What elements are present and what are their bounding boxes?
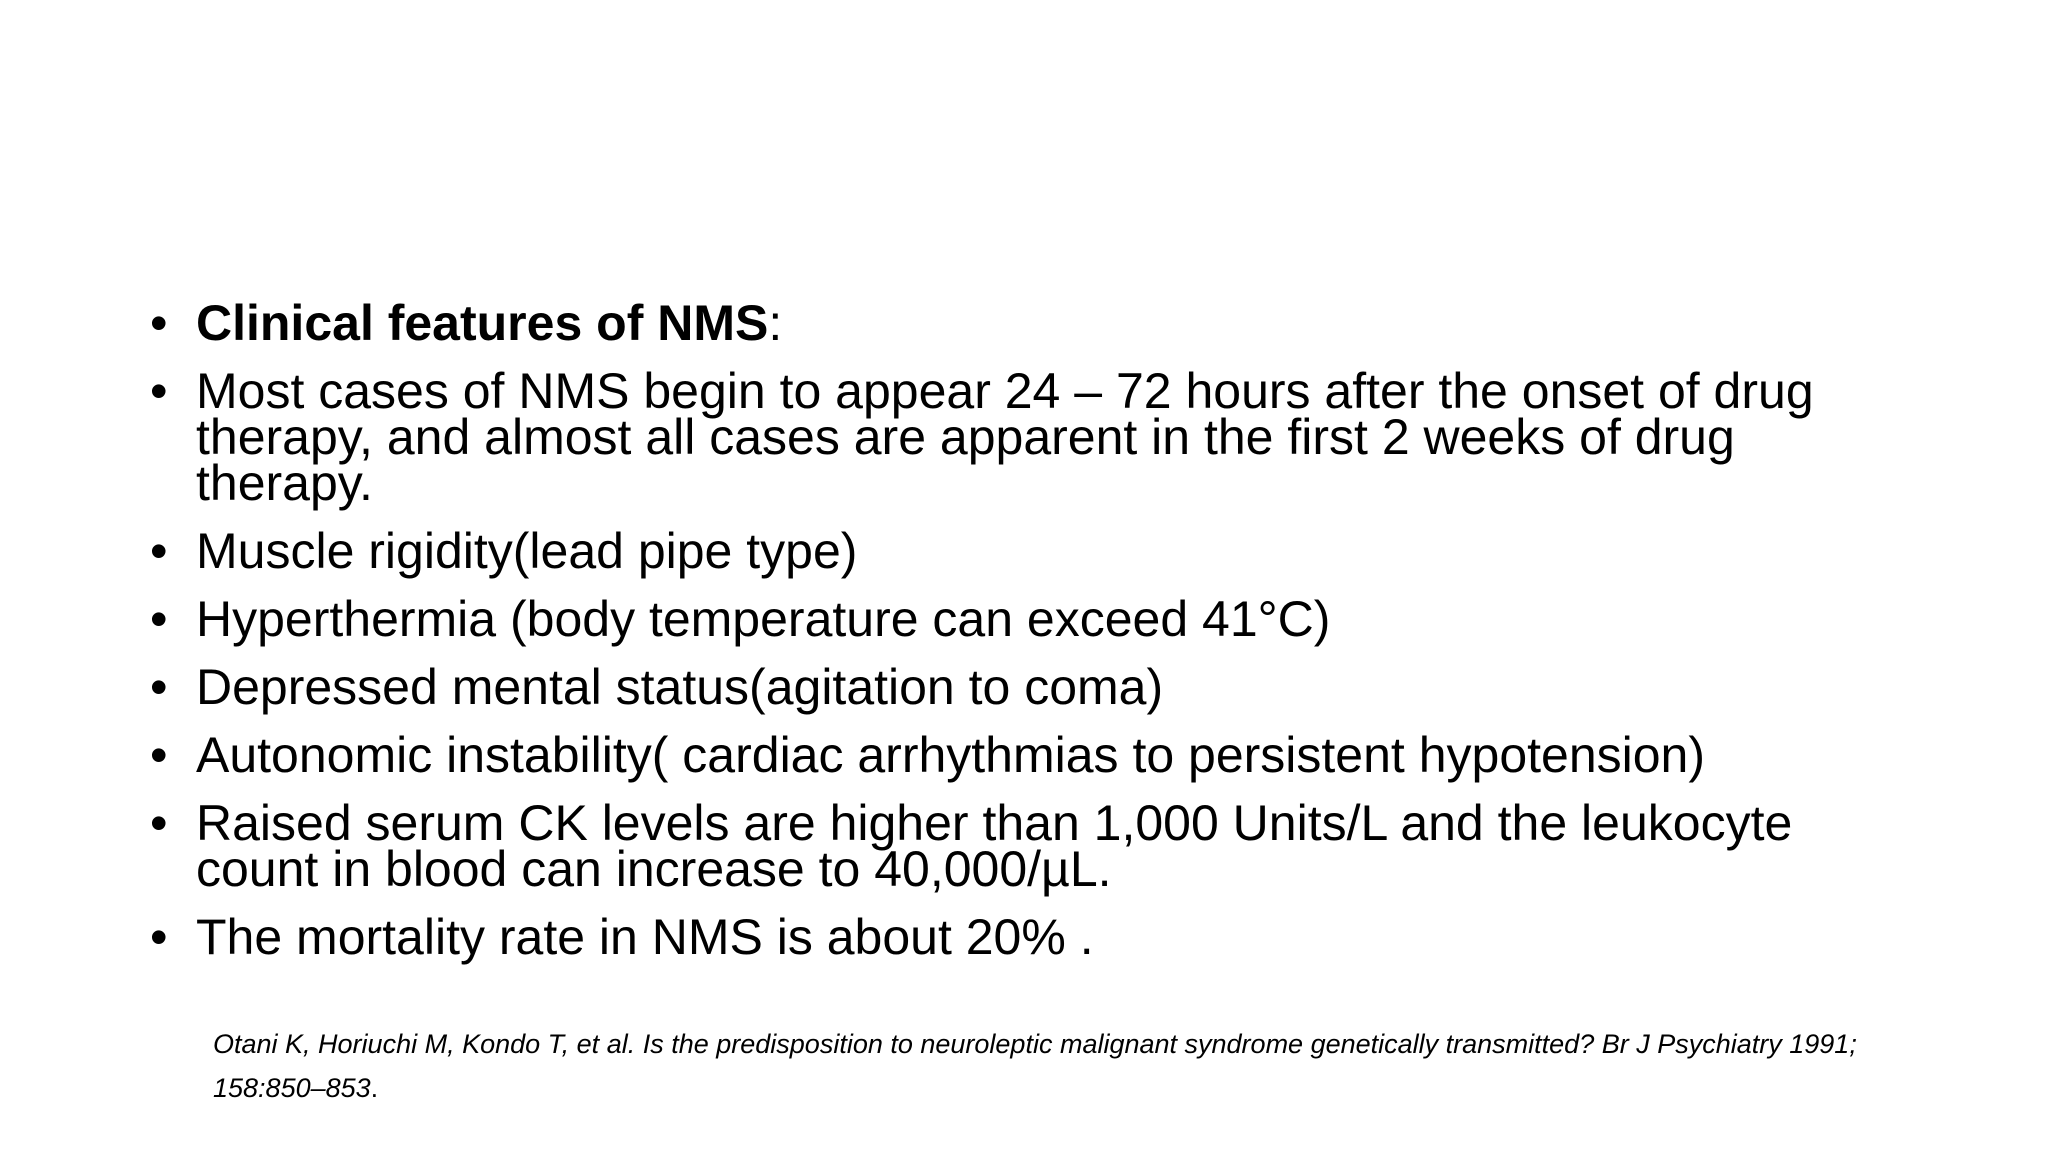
bullet-text: Hyperthermia (body temperature can exceed 41°C) (196, 591, 1331, 647)
reference-citation (213, 1022, 1913, 1110)
bullet-text: Most cases of NMS begin to appear 24 – 72 hours after the onset of drug therapy, and almost all cases are apparent in the first 2 weeks of drug therapy. (196, 363, 1814, 511)
bullet-text: Depressed mental status(agitation to coma) (196, 659, 1164, 715)
heading-suffix: : (768, 295, 783, 351)
heading-bold-text: Clinical features of NMS (196, 295, 769, 351)
bullet-item (150, 727, 1910, 783)
bullet-item (150, 363, 1910, 511)
heading-item (150, 295, 1910, 351)
bullet-icon: • (150, 591, 168, 647)
bullet-text: Raised serum CK levels are higher than 1,000 Units/L and the leukocyte count in blood can increase to 40,000/µL. (196, 795, 1793, 897)
bullet-item (150, 795, 1910, 897)
bullet-icon: • (150, 295, 168, 351)
slide-heading (196, 295, 782, 351)
bullet-item (150, 591, 1910, 647)
bullet-item (150, 659, 1910, 715)
bullet-text: Muscle rigidity(lead pipe type) (196, 523, 858, 579)
bullet-icon: • (150, 727, 168, 783)
bullet-icon: • (150, 795, 168, 851)
bullet-text: Autonomic instability( cardiac arrhythmias to persistent hypotension) (196, 727, 1706, 783)
bullet-item (150, 909, 1910, 965)
bullet-icon: • (150, 523, 168, 579)
bullet-icon: • (150, 659, 168, 715)
bullet-text: The mortality rate in NMS is about 20% . (196, 909, 1094, 965)
bullet-icon: • (150, 909, 168, 965)
bullet-list (150, 295, 1910, 982)
bullet-item (150, 523, 1910, 579)
bullet-icon: • (150, 363, 168, 419)
reference-text: Otani K, Horiuchi M, Kondo T, et al. Is the predisposition to neuroleptic malignant syndrome genetically transmitted? Br J Psychiatry 1991; 158:850–853 (213, 1029, 1857, 1103)
reference-end: . (370, 1073, 379, 1103)
